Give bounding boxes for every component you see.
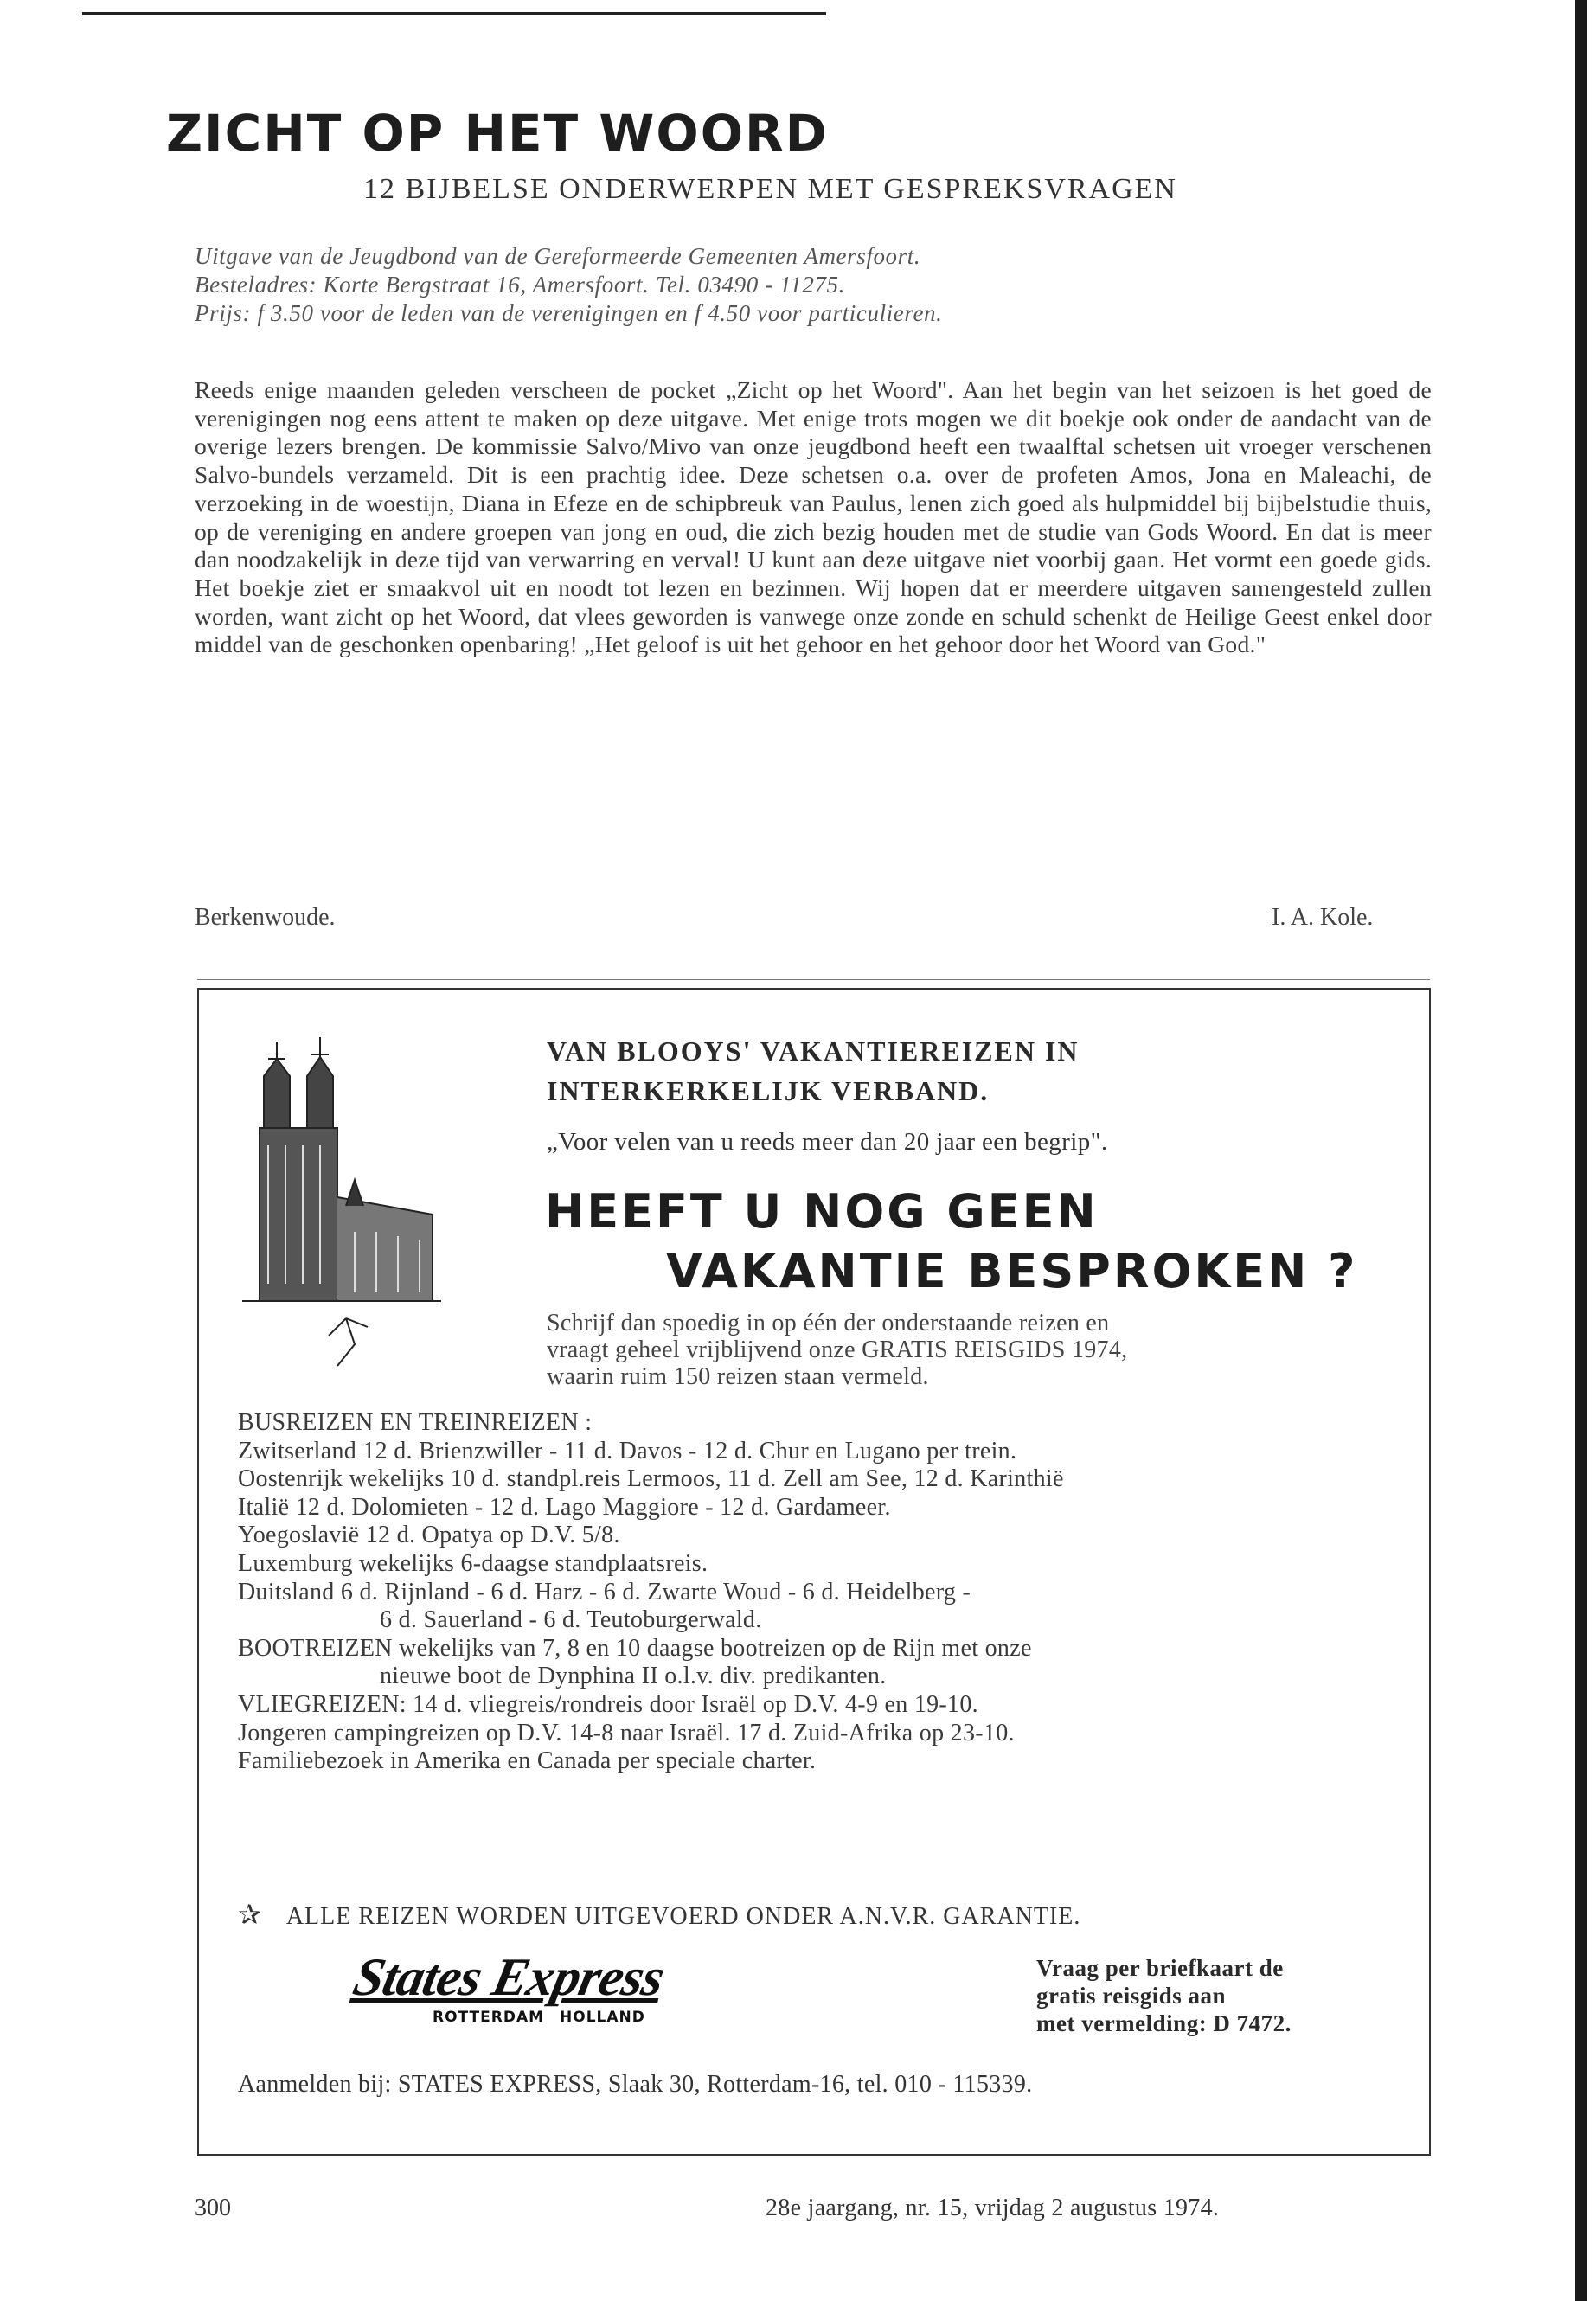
trip-line: BUSREIZEN EN TREINREIZEN : — [238, 1409, 593, 1436]
logo-city: ROTTERDAM — [433, 2009, 545, 2026]
cathedral-illustration — [216, 1024, 450, 1370]
publisher-info — [195, 242, 1406, 328]
article-author: I. A. Kole. — [1272, 904, 1374, 931]
trip-line: Oostenrijk wekelijks 10 d. standpl.reis Lermoos, 11 d. Zell am See, 12 d. Karinthië — [238, 1465, 1064, 1493]
scan-edge — [1575, 0, 1587, 2301]
trip-line: Duitsland 6 d. Rijnland - 6 d. Harz - 6 d. Zwarte Woud - 6 d. Heidelberg - — [238, 1578, 971, 1606]
trip-line: Familiebezoek in Amerika en Canada per speciale charter. — [238, 1747, 817, 1775]
travel-advertisement — [197, 988, 1431, 2156]
trip-line: BOOTREIZEN wekelijks van 7, 8 en 10 daagse bootreizen op de Rijn met onze — [238, 1634, 1032, 1662]
publisher-line: Besteladres: Korte Bergstraat 16, Amersfoort. Tel. 03490 - 11275. — [195, 272, 845, 298]
request-box — [1036, 1954, 1400, 2037]
publisher-line: Prijs: f 3.50 voor de leden van de verenigingen en f 4.50 voor particulieren. — [195, 300, 943, 326]
logo-country: HOLLAND — [560, 2009, 645, 2026]
trip-list — [238, 1409, 1414, 1776]
page-subtitle: 12 BIJBELSE ONDERWERPEN MET GESPREKSVRAGEN — [363, 173, 1177, 205]
star-icon: ✰ — [238, 1899, 262, 1930]
article-place: Berkenwoude. — [195, 904, 336, 931]
ad-headline-2: VAKANTIE BESPROKEN ? — [666, 1244, 1358, 1298]
trip-line: Italië 12 d. Dolomieten - 12 d. Lago Maggiore - 12 d. Gardameer. — [238, 1493, 891, 1521]
request-line: met vermelding: D 7472. — [1036, 2010, 1292, 2036]
ad-heading-line: VAN BLOOYS' VAKANTIEREIZEN IN — [547, 1035, 1080, 1067]
ad-headline-1: HEEFT U NOG GEEN — [545, 1184, 1099, 1239]
issue-info: 28e jaargang, nr. 15, vrijdag 2 augustus 1974. — [766, 2195, 1220, 2221]
request-line: gratis reisgids aan — [1036, 1983, 1227, 2009]
guarantee-line — [238, 1898, 1080, 1931]
top-rule — [82, 12, 826, 15]
logo-wordmark: States Express — [348, 1948, 670, 2007]
page-title: ZICHT OP HET WOORD — [166, 104, 829, 163]
ad-heading-line: INTERKERKELIJK VERBAND. — [547, 1075, 990, 1106]
ad-quote: „Voor velen van u reeds meer dan 20 jaar een begrip". — [547, 1128, 1108, 1156]
ad-intro-line: vraagt geheel vrijblijvend onze GRATIS REISGIDS 1974, — [547, 1336, 1128, 1363]
trip-line: 6 d. Sauerland - 6 d. Teutoburgerwald. — [380, 1606, 762, 1634]
trip-line: nieuwe boot de Dynphina II o.l.v. div. predikanten. — [380, 1663, 887, 1690]
logo-subtitle — [433, 2009, 661, 2026]
ad-intro — [547, 1310, 1394, 1390]
guarantee-text: ALLE REIZEN WORDEN UITGEVOERD ONDER A.N.V.R. GARANTIE. — [285, 1903, 1081, 1930]
request-line: Vraag per briefkaart de — [1036, 1955, 1284, 1981]
trip-line: VLIEGREIZEN: 14 d. vliegreis/rondreis door Israël op D.V. 4-9 en 19-10. — [238, 1690, 978, 1718]
ad-contact: Aanmelden bij: STATES EXPRESS, Slaak 30, Rotterdam-16, tel. 010 - 115339. — [238, 2071, 1033, 2098]
ad-intro-line: waarin ruim 150 reizen staan vermeld. — [547, 1363, 929, 1390]
publisher-line: Uitgave van de Jeugdbond van de Gereformeerde Gemeenten Amersfoort. — [195, 243, 921, 269]
article-body: Reeds enige maanden geleden verscheen de pocket „Zicht op het Woord". Aan het begin van het seizoen is het goed de verenigingen nog eens attent te maken op deze uitgave. Met enige trots mogen we dit boekje ook onder de aandacht van de overige lezers brengen. De kommissie Salvo/Mivo van onze jeugdbond heeft een twaalftal schetsen uit vroeger verschenen Salvo-bundels verzameld. Dit is een prachtig idee. Deze schetsen o.a. over de profeten Amos, Jona en Maleachi, de verzoeking in de woestijn, Diana in Efeze en de schipbreuk van Paulus, lenen zich goed als hulpmiddel bij bijbelstudie thuis, op de vereniging en andere groepen van jong en oud, die zich bezig houden met de studie van Gods Woord. En dat is meer dan noodzakelijk in deze tijd van verwarring en verval! U kunt aan deze uitgave niet voorbij gaan. Het vormt een goede gids. Het boekje ziet er smaakvol uit en noodt tot lezen en bezinnen. Wij hopen dat er meerdere uitgaven samengesteld zullen worden, want zicht op het Woord, dat vlees geworden is vanwege onze zonde en schuld schenkt de Heilige Geest enkel door middel van de geschonken openbaring! „Het geloof is uit het gehoor en het gehoor door het Woord van God." — [195, 376, 1432, 658]
trip-line: Yoegoslavië 12 d. Opatya op D.V. 5/8. — [238, 1522, 620, 1549]
ad-intro-line: Schrijf dan spoedig in op één der onderstaande reizen en — [547, 1310, 1110, 1336]
trip-line: Jongeren campingreizen op D.V. 14-8 naar Israël. 17 d. Zuid-Afrika op 23-10. — [238, 1719, 1015, 1747]
ad-heading — [547, 1031, 1080, 1111]
states-express-logo — [348, 1948, 683, 2032]
page-number: 300 — [195, 2195, 231, 2221]
trip-line: Zwitserland 12 d. Brienzwiller - 11 d. Davos - 12 d. Chur en Lugano per trein. — [238, 1437, 1017, 1465]
trip-line: Luxemburg wekelijks 6-daagse standplaatsreis. — [238, 1549, 708, 1577]
ad-top-rule — [197, 979, 1430, 980]
